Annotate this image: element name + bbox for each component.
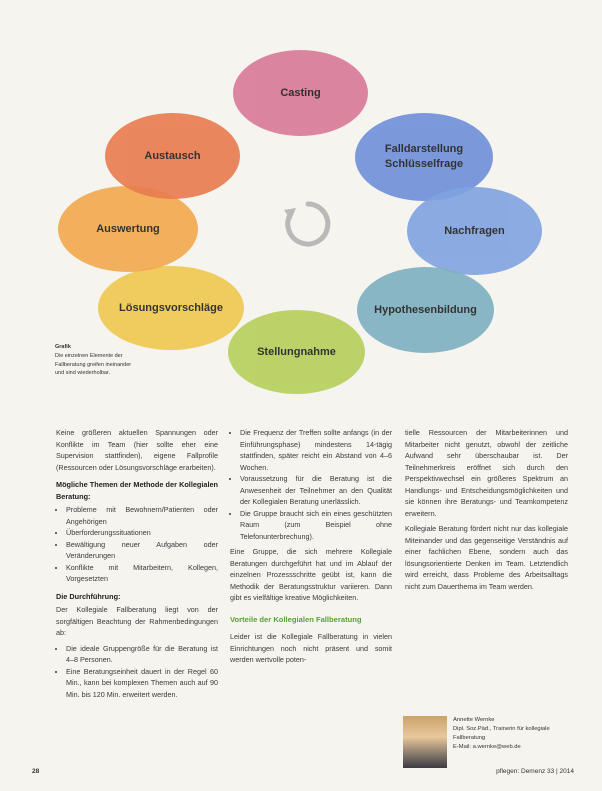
list-item: • Bewältigung neuer Aufgaben oder Veränderungen (66, 539, 218, 562)
node-label: Casting (280, 86, 321, 99)
page-number: 28 (32, 768, 40, 775)
node-stellungnahme (228, 310, 365, 394)
list-item: • Voraussetzung für die Beratung ist die Anwesenheit der Teilnehmer an den Qualität der Kollegialen Beratung unerlässlich. (240, 473, 392, 508)
paragraph: Kollegiale Beratung fördert nicht nur das kollegiale Miteinander und das gegenseitige Verständnis auf einer fachlichen Ebene, sondern auch das lösungsorientierte Denken im Team. Letztendlich wird erreicht, dass Probleme des Arbeitsalltags nicht zum Dauerthema im Team werden. (405, 524, 568, 591)
paragraph: tielle Ressourcen der Mitarbeiterinnen und Mitarbeiter nicht genutzt, obwohl der zeitliche Aufwand sehr überschaubar ist. Der Teilnehmerkreis eröffnet sich durch den Perspektivwechsel ein größeres Spektrum an Handlungs- und Entscheidungsmöglichkeiten und sie können ihre Beratungs- und Teamkompetenz erweitern. (405, 428, 568, 518)
paragraph: Keine größeren aktuellen Spannungen oder Konflikte im Team (hier sollte eher eine Supervision stattfinden), eigene Fallprofile (Ressourcen oder Lösungsvorschläge erarbeiten). (56, 428, 218, 472)
node-hypothesenbildung (357, 267, 494, 353)
list-item: • Überforderungssituationen (66, 527, 218, 539)
paragraph: Leider ist die Kollegiale Fallberatung in vielen Einrichtungen noch nicht präsent und somit werden wertvolle poten- (230, 632, 392, 664)
author-photo (403, 716, 447, 768)
conditions-list (56, 643, 218, 701)
paragraph: Eine Gruppe, die sich mehrere Kollegiale Beratungen durchgeführt hat und im Ablauf der einzelnen Prozessschritte geübt ist, kann die Methodik der Beratungsstruktur variieren. Dann gibt es vielfältige kreative Möglichkeiten. (230, 547, 392, 602)
list-item: • Konflikte mit Mitarbeitern, Kollegen, Vorgesetzten (66, 562, 218, 585)
node-label: Auswertung (96, 222, 160, 235)
topics-list (56, 504, 218, 585)
author-email: E-Mail: a.wernke@web.de (453, 744, 521, 750)
section-heading: Die Durchführung: (56, 591, 121, 601)
caption-text: Die einzelnen Elemente der Fallberatung greifen ineinander und sind wiederholbar. (55, 352, 132, 377)
column-2 (230, 427, 392, 670)
magazine-issue: pflegen: Demenz 33 | 2014 (496, 768, 574, 775)
column-3 (405, 427, 568, 596)
diagram-caption (55, 343, 135, 378)
author-box (453, 716, 583, 752)
section-heading: Mögliche Themen der Methode der Kollegialen Beratung: (56, 480, 218, 501)
node-casting (233, 50, 368, 136)
section-heading-advantages: Vorteile der Kollegialen Fallberatung (230, 614, 362, 624)
node-label: Hypothesenbildung (374, 303, 477, 316)
conditions-list-continued (230, 427, 392, 542)
author-name: Annette Wernke (453, 717, 495, 723)
column-1 (56, 427, 218, 704)
node-label: Lösungsvorschläge (119, 301, 223, 314)
list-item: • Probleme mit Bewohnern/Patienten oder Angehörigen (66, 504, 218, 527)
list-item: • Eine Beratungseinheit dauert in der Regel 60 Min., kann bei komplexen Themen auch auf 90 Min. bis 120 Min. erweitert werden. (66, 666, 218, 701)
node-label: Nachfragen (444, 224, 505, 237)
list-item: • Die Gruppe braucht sich ein eines geschützten Raum (zum Beispiel ohne Telefonunterbrechung). (240, 508, 392, 543)
node-label: Falldarstellung Schlüsselfrage (384, 143, 464, 170)
node-label: Austausch (144, 149, 201, 162)
node-nachfragen (407, 187, 542, 275)
caption-title: Grafik (55, 344, 71, 350)
paragraph: Der Kollegiale Fallberatung liegt von der sorgfältigen Beachtung der Rahmenbedingungen ab: (56, 605, 218, 637)
author-role: Dipl. Soz.Päd., Trainerin für kollegiale Fallberatung (453, 726, 550, 741)
refresh-cycle-icon (282, 198, 334, 250)
node-label: Stellungnahme (257, 345, 336, 358)
node-austausch (105, 113, 240, 199)
node-loesungsvorschlaege (98, 266, 244, 350)
list-item: • Die Frequenz der Treffen sollte anfangs (in der Einführungsphase) mindestens 14-tägig stattfinden, später reicht ein Abstand von 4–6 Wochen. (240, 427, 392, 473)
list-item: • Die ideale Gruppengröße für die Beratung ist 4–8 Personen. (66, 643, 218, 666)
